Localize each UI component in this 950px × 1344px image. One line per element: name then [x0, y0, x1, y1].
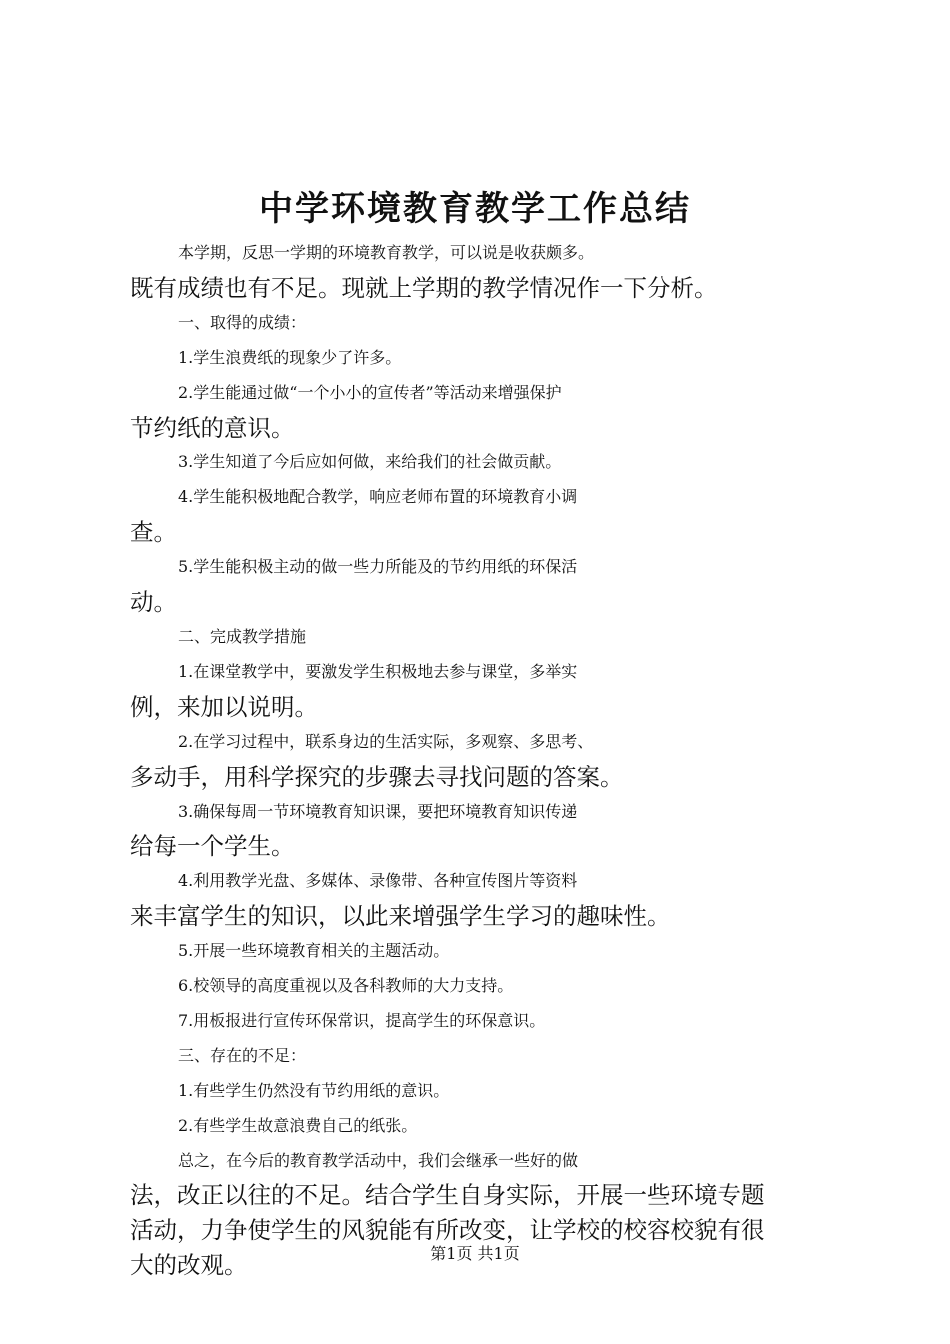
text-line: 三、存在的不足：	[178, 1045, 307, 1065]
document-title: 中学环境教育教学工作总结	[259, 189, 691, 229]
document-body	[130, 236, 852, 1283]
text-line: 2.在学习过程中，联系身边的生活实际，多观察、多思考、	[178, 731, 594, 751]
page-footer: 第1页 共1页	[430, 1244, 520, 1263]
text-line: 5.学生能积极主动的做一些力所能及的节约用纸的环保活	[178, 557, 578, 577]
text-line: 本学期，反思一学期的环境教育教学，可以说是收获颇多。	[178, 243, 595, 262]
text-line: 二、完成教学措施	[178, 626, 307, 646]
text-line: 1.有些学生仍然没有节约用纸的意识。	[178, 1080, 450, 1100]
text-line: 给每一个学生。	[130, 832, 295, 861]
text-line: 一、取得的成绩：	[178, 312, 307, 332]
text-line: 1.学生浪费纸的现象少了许多。	[178, 347, 402, 367]
text-line: 既有成绩也有不足。现就上学期的教学情况作一下分析。	[130, 273, 718, 302]
text-line: 5.开展一些环境教育相关的主题活动。	[178, 941, 450, 961]
text-line: 7.用板报进行宣传环保常识，提高学生的环保意识。	[178, 1010, 546, 1030]
text-line: 大的改观。	[130, 1251, 248, 1280]
text-line: 3.学生知道了今后应如何做，来给我们的社会做贡献。	[178, 452, 562, 472]
text-line: 多动手，用科学探究的步骤去寻找问题的答案。	[130, 762, 624, 791]
text-line: 查。	[130, 518, 177, 547]
text-line: 动。	[130, 588, 177, 617]
text-line: 1.在课堂教学中，要激发学生积极地去参与课堂，多举实	[178, 661, 578, 681]
text-line: 总之，在今后的教育教学活动中，我们会继承一些好的做	[178, 1150, 579, 1170]
text-line: 来丰富学生的知识，以此来增强学生学习的趣味性。	[130, 902, 671, 931]
text-line: 活动，力争使学生的风貌能有所改变，让学校的校容校貌有很	[130, 1216, 765, 1245]
text-line: 节约纸的意识。	[130, 413, 295, 442]
text-line: 2.学生能通过做“一个小小的宣传者”等活动来增强保护	[178, 382, 562, 402]
text-line: 6.校领导的高度重视以及各科教师的大力支持。	[178, 976, 514, 996]
text-line: 例，来加以说明。	[130, 692, 318, 721]
text-line: 2.有些学生故意浪费自己的纸张。	[178, 1115, 418, 1135]
text-line: 3.确保每周一节环境教育知识课，要把环境教育知识传递	[178, 801, 578, 821]
text-line: 法，改正以往的不足。结合学生自身实际，开展一些环境专题	[130, 1181, 765, 1210]
text-line: 4.学生能积极地配合教学，响应老师布置的环境教育小调	[178, 487, 578, 507]
text-line: 4.利用教学光盘、多媒体、录像带、各种宣传图片等资料	[178, 871, 578, 891]
